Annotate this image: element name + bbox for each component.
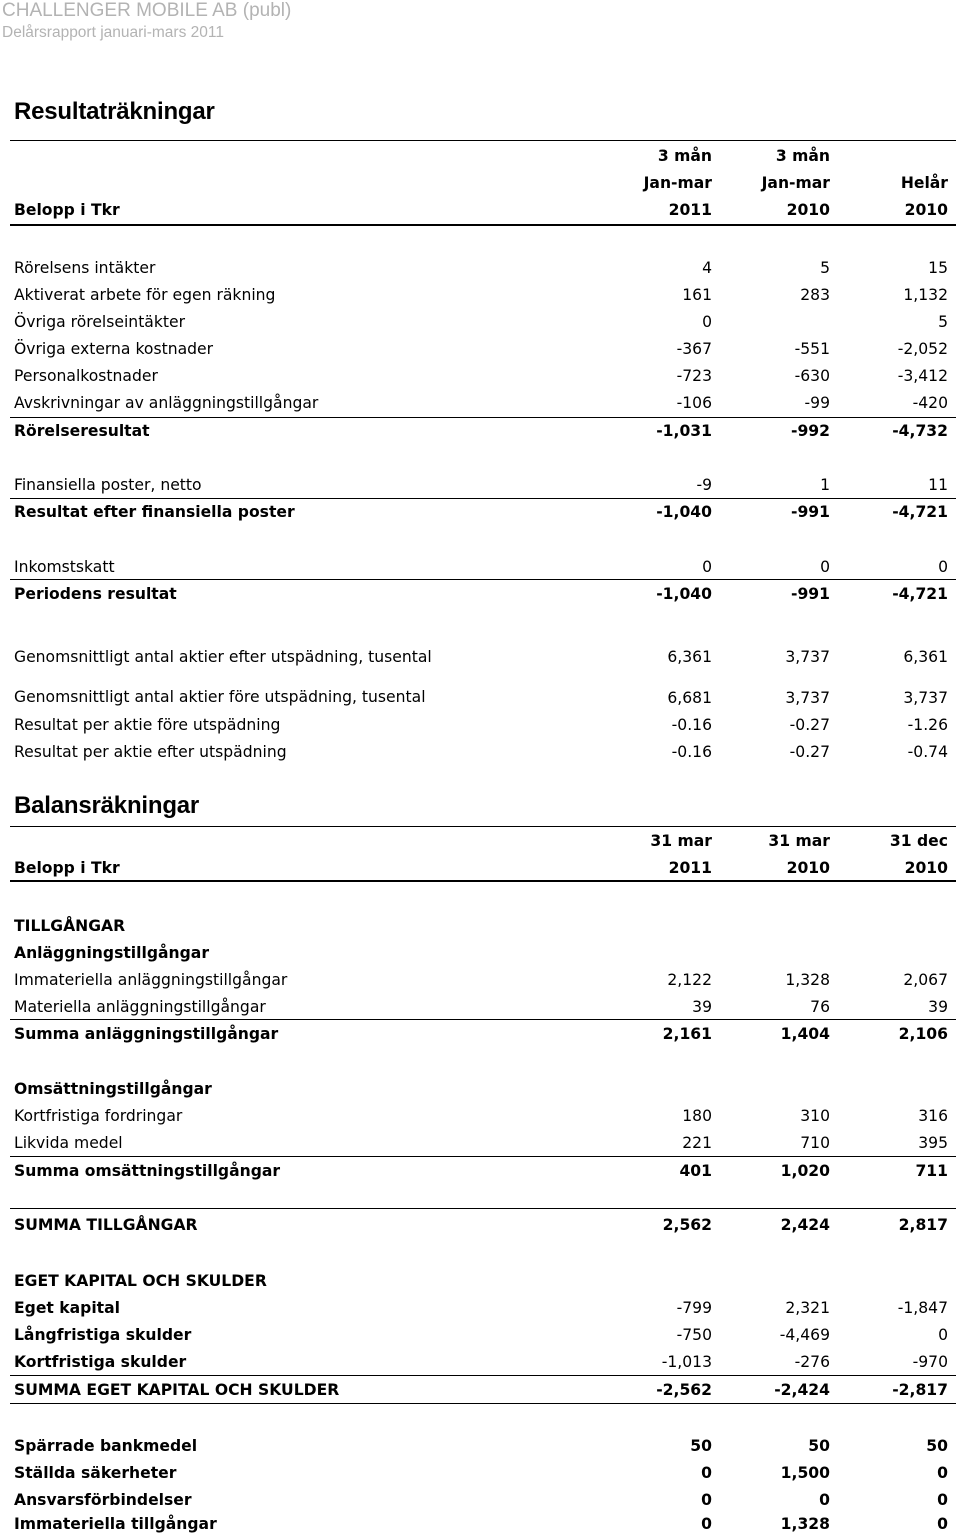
- table-row: [14, 1322, 950, 1349]
- table-row: [14, 967, 950, 994]
- cell: 221: [682, 1134, 712, 1152]
- col-header: 2011: [668, 859, 712, 877]
- row-label: Immateriella anläggningstillgångar: [14, 971, 288, 989]
- col-header: 2010: [904, 201, 948, 219]
- cell: -4,721: [892, 585, 948, 603]
- cell: -0.16: [671, 743, 712, 761]
- cell: 0: [938, 558, 948, 576]
- col-header: 31 mar: [768, 832, 830, 850]
- cell: 1,132: [903, 286, 948, 304]
- cell: -1,013: [661, 1353, 712, 1371]
- cell: 6,361: [667, 648, 712, 666]
- table-row: [14, 336, 950, 363]
- table-row-total: [14, 1158, 950, 1185]
- cell: 2,424: [780, 1216, 830, 1234]
- row-label: Resultat per aktie före utspädning: [14, 716, 281, 734]
- cell: 1,404: [780, 1025, 830, 1043]
- cell: 1,020: [780, 1162, 830, 1180]
- row-label: Ställda säkerheter: [14, 1464, 177, 1482]
- balance-col-header-row2: [14, 855, 950, 882]
- cell: 3,737: [785, 689, 830, 707]
- row-label: TILLGÅNGAR: [14, 917, 126, 935]
- row-label: Kortfristiga skulder: [14, 1353, 187, 1371]
- balance-col-header-row1: [14, 828, 950, 855]
- table-row-total: [14, 418, 950, 445]
- table-row: [14, 994, 950, 1021]
- cell: 2,067: [903, 971, 948, 989]
- row-label: Spärrade bankmedel: [14, 1437, 198, 1455]
- cell: -630: [794, 367, 830, 385]
- cell: 0: [937, 1491, 948, 1509]
- cell: -2,052: [897, 340, 948, 358]
- cell: -1,031: [656, 422, 712, 440]
- cell: -4,721: [892, 503, 948, 521]
- row-label: SUMMA EGET KAPITAL OCH SKULDER: [14, 1381, 340, 1399]
- table-row-grand-total: [14, 1212, 950, 1239]
- cell: 180: [682, 1107, 712, 1125]
- table-row-total: [14, 581, 950, 608]
- table-row: [14, 390, 950, 417]
- row-label: Periodens resultat: [14, 585, 177, 603]
- cell: 0: [702, 558, 712, 576]
- cell: 0: [938, 1326, 948, 1344]
- cell: 5: [820, 259, 830, 277]
- cell: -723: [676, 367, 712, 385]
- cell: 2,122: [667, 971, 712, 989]
- cell: 711: [915, 1162, 948, 1180]
- cell: -0.27: [789, 716, 830, 734]
- table-row: [14, 1295, 950, 1322]
- cell: -2,424: [774, 1381, 830, 1399]
- table-row-grand-total: [14, 1377, 950, 1404]
- row-label: Materiella anläggningstillgångar: [14, 998, 266, 1016]
- cell: -970: [912, 1353, 948, 1371]
- row-label: Personalkostnader: [14, 367, 158, 385]
- amount-unit-label: Belopp i Tkr: [14, 859, 120, 877]
- col-header: 3 mån: [657, 147, 712, 165]
- row-label: SUMMA TILLGÅNGAR: [14, 1216, 198, 1234]
- section-heading: [14, 1076, 950, 1103]
- cell: 0: [937, 1464, 948, 1482]
- cell: 5: [938, 313, 948, 331]
- cell: 0: [819, 1491, 830, 1509]
- row-label: Långfristiga skulder: [14, 1326, 192, 1344]
- cell: -2,562: [656, 1381, 712, 1399]
- col-header: 31 mar: [650, 832, 712, 850]
- col-header: 2010: [786, 201, 830, 219]
- row-label: EGET KAPITAL OCH SKULDER: [14, 1272, 267, 1290]
- section-heading: [14, 913, 950, 940]
- cell: 0: [820, 558, 830, 576]
- cell: 1,328: [785, 971, 830, 989]
- cell: 1,500: [780, 1464, 830, 1482]
- col-header: Helår: [900, 174, 948, 192]
- cell: 76: [810, 998, 830, 1016]
- cell: -991: [790, 503, 830, 521]
- table-row-total: [14, 1021, 950, 1048]
- rule: [10, 826, 956, 827]
- table-row: [14, 255, 950, 282]
- row-label: Immateriella tillgångar: [14, 1515, 217, 1533]
- row-label: Resultat per aktie efter utspädning: [14, 743, 287, 761]
- cell: 50: [926, 1437, 948, 1455]
- income-col-header-row2: [14, 170, 950, 197]
- cell: -0.16: [671, 716, 712, 734]
- rule: [10, 1156, 956, 1157]
- row-label: Resultat efter finansiella poster: [14, 503, 295, 521]
- amount-unit-label: Belopp i Tkr: [14, 201, 120, 219]
- cell: 1: [820, 476, 830, 494]
- cell: 6,681: [667, 689, 712, 707]
- cell: 50: [808, 1437, 830, 1455]
- cell: -799: [676, 1299, 712, 1317]
- row-label: Rörelsens intäkter: [14, 259, 156, 277]
- table-row: [14, 739, 950, 766]
- table-row: [14, 1460, 950, 1487]
- row-label: Summa anläggningstillgångar: [14, 1025, 279, 1043]
- row-label: Omsättningstillgångar: [14, 1080, 212, 1098]
- row-label: Kortfristiga fordringar: [14, 1107, 183, 1125]
- col-header: Jan-mar: [643, 174, 712, 192]
- cell: 2,817: [898, 1216, 948, 1234]
- report-title: Delårsrapport januari-mars 2011: [2, 24, 224, 41]
- col-header: 2010: [786, 859, 830, 877]
- cell: -276: [794, 1353, 830, 1371]
- row-label: Aktiverat arbete för egen räkning: [14, 286, 276, 304]
- table-row: [14, 1433, 950, 1460]
- cell: 0: [702, 313, 712, 331]
- table-row: [14, 309, 950, 336]
- rule: [10, 880, 956, 882]
- rule: [10, 1403, 956, 1404]
- cell: 0: [701, 1515, 712, 1533]
- rule: [10, 1208, 956, 1209]
- table-row: [14, 1349, 950, 1376]
- income-statement-title: Resultaträkningar: [14, 98, 215, 125]
- section-heading: [14, 1268, 950, 1295]
- table-row: [14, 1130, 950, 1157]
- cell: 6,361: [903, 648, 948, 666]
- cell: 2,106: [898, 1025, 948, 1043]
- cell: 2,161: [662, 1025, 712, 1043]
- document-header: [2, 0, 291, 43]
- row-label: Övriga externa kostnader: [14, 340, 214, 358]
- cell: 0: [937, 1515, 948, 1533]
- cell: 11: [928, 476, 948, 494]
- col-header: 31 dec: [889, 832, 948, 850]
- table-row: [14, 665, 950, 712]
- row-label: Summa omsättningstillgångar: [14, 1162, 281, 1180]
- col-header: 2011: [668, 201, 712, 219]
- rule: [10, 140, 956, 141]
- rule: [10, 224, 956, 226]
- col-header: 3 mån: [775, 147, 830, 165]
- balance-sheet-title: Balansräkningar: [14, 792, 200, 819]
- cell: -106: [676, 394, 712, 412]
- cell: 401: [679, 1162, 712, 1180]
- table-row: [14, 1487, 950, 1514]
- table-row: [14, 363, 950, 390]
- income-col-header-row1: [14, 143, 950, 170]
- table-row: [14, 712, 950, 739]
- cell: -2,817: [892, 1381, 948, 1399]
- cell: -4,469: [779, 1326, 830, 1344]
- rule: [10, 1019, 956, 1020]
- table-row: [14, 554, 950, 581]
- table-row: [14, 1103, 950, 1130]
- cell: 0: [701, 1464, 712, 1482]
- row-label: Ansvarsförbindelser: [14, 1491, 192, 1509]
- row-label: Avskrivningar av anläggningstillgångar: [14, 394, 319, 412]
- cell: 15: [928, 259, 948, 277]
- cell: -420: [912, 394, 948, 412]
- cell: 161: [682, 286, 712, 304]
- cell: -992: [790, 422, 830, 440]
- rule: [10, 1375, 956, 1376]
- cell: 39: [928, 998, 948, 1016]
- section-heading: [14, 940, 950, 967]
- row-label: Likvida medel: [14, 1134, 123, 1152]
- row-label: Rörelseresultat: [14, 422, 150, 440]
- table-row: [14, 472, 950, 499]
- row-label: Finansiella poster, netto: [14, 476, 202, 494]
- row-label: Eget kapital: [14, 1299, 120, 1317]
- cell: -1.26: [907, 716, 948, 734]
- income-col-header-row3: [14, 197, 950, 224]
- cell: 710: [800, 1134, 830, 1152]
- cell: 3,737: [903, 689, 948, 707]
- row-label: Genomsnittligt antal aktier före utspädning, tusental: [14, 688, 426, 706]
- col-header: Jan-mar: [761, 174, 830, 192]
- rule: [10, 579, 956, 580]
- row-label: Anläggningstillgångar: [14, 944, 210, 962]
- cell: 1,328: [780, 1515, 830, 1533]
- cell: -0.74: [907, 743, 948, 761]
- cell: -750: [676, 1326, 712, 1344]
- table-row: [14, 282, 950, 309]
- cell: -99: [804, 394, 830, 412]
- cell: 310: [800, 1107, 830, 1125]
- cell: 0: [701, 1491, 712, 1509]
- cell: 395: [918, 1134, 948, 1152]
- cell: -991: [790, 585, 830, 603]
- cell: -1,040: [656, 503, 712, 521]
- cell: 316: [918, 1107, 948, 1125]
- row-label: Övriga rörelseintäkter: [14, 313, 186, 331]
- cell: -4,732: [892, 422, 948, 440]
- cell: 50: [690, 1437, 712, 1455]
- cell: -1,847: [897, 1299, 948, 1317]
- cell: -1,040: [656, 585, 712, 603]
- cell: -551: [794, 340, 830, 358]
- cell: 2,321: [785, 1299, 830, 1317]
- cell: -3,412: [897, 367, 948, 385]
- table-row-total: [14, 499, 950, 526]
- col-header: 2010: [904, 859, 948, 877]
- cell: 4: [702, 259, 712, 277]
- cell: 39: [692, 998, 712, 1016]
- company-name: CHALLENGER MOBILE AB (publ): [2, 0, 292, 21]
- cell: 2,562: [662, 1216, 712, 1234]
- cell: -9: [696, 476, 712, 494]
- table-row: [14, 1511, 950, 1538]
- row-label: Inkomstskatt: [14, 558, 115, 576]
- row-label: Genomsnittligt antal aktier efter utspädning, tusental: [14, 648, 432, 666]
- cell: 283: [800, 286, 830, 304]
- cell: -367: [676, 340, 712, 358]
- cell: -0.27: [789, 743, 830, 761]
- cell: 3,737: [785, 648, 830, 666]
